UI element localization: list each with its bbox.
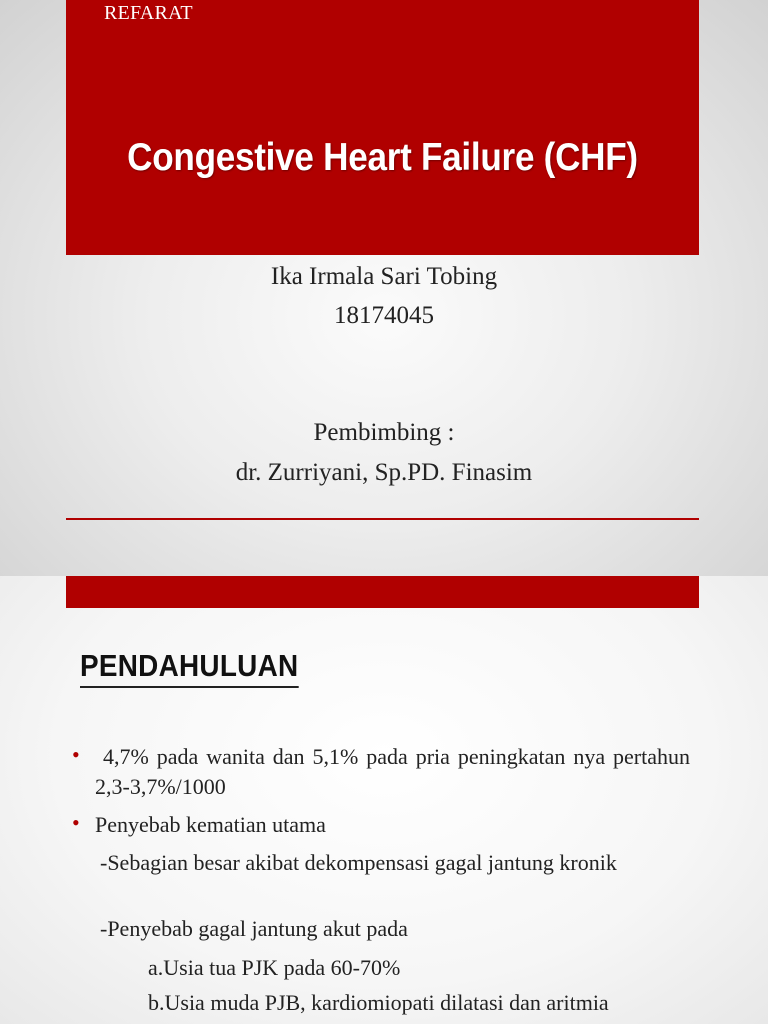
section-heading: PENDAHULUAN	[80, 648, 298, 688]
content-slide	[0, 576, 768, 1024]
list-item-text: 4,7% pada wanita dan 5,1% pada pria peningkatan nya pertahun 2,3-3,7%/1000	[95, 744, 691, 799]
supervisor-name: dr. Zurriyani, Sp.PD. Finasim	[235, 459, 533, 486]
list-item-text: Penyebab kematian utama	[95, 812, 326, 837]
bullet-icon: •	[72, 742, 80, 767]
divider-line	[66, 518, 699, 520]
sub-item-text: b.Usia muda PJB, kardiomiopati dilatasi dan aritmia	[148, 990, 609, 1015]
title-banner	[66, 0, 699, 255]
author-id: 18174045	[334, 302, 434, 329]
author-name: Ika Irmala Sari Tobing	[270, 263, 498, 290]
slide-title: Congestive Heart Failure (CHF)	[127, 136, 638, 179]
sub-item-text: a.Usia tua PJK pada 60-70%	[148, 955, 401, 980]
header-banner	[66, 576, 699, 608]
bullet-icon: •	[72, 810, 80, 835]
slide-label: REFARAT	[104, 2, 193, 24]
supervisor-label: Pembimbing :	[313, 419, 455, 446]
sub-item-text: -Sebagian besar akibat dekompensasi gagal jantung kronik	[100, 850, 617, 875]
list-item	[95, 742, 690, 802]
sub-item-text: -Penyebab gagal jantung akut pada	[100, 916, 408, 941]
